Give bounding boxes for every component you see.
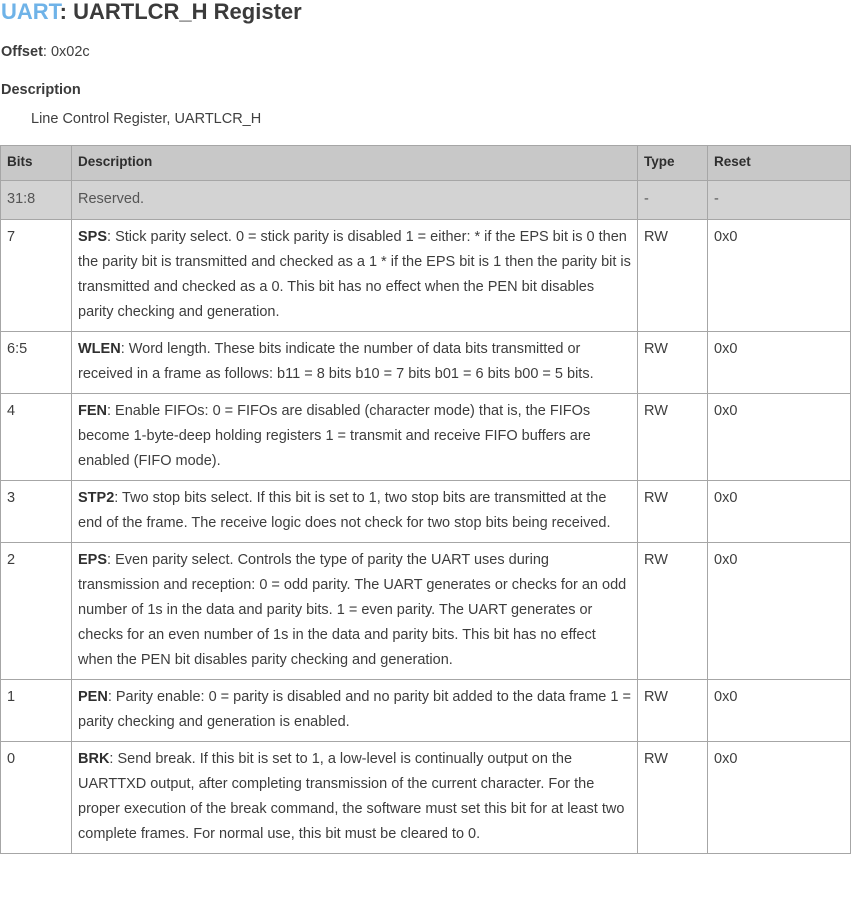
table-row: [1, 742, 851, 854]
uart-link[interactable]: UART: [1, 0, 60, 24]
table-row: [1, 680, 851, 742]
cell-description-text: : Send break. If this bit is set to 1, a low-level is continually output on the UARTTXD output, after completing transmission of the current character. For the proper execution of the break command, the software must set this bit for at least two complete frames. For normal use, this bit must be cleared to 0.: [78, 751, 625, 842]
cell-reset: 0x0: [708, 680, 851, 742]
cell-description-text: : Stick parity select. 0 = stick parity is disabled 1 = either: * if the EPS bit is 0 then the parity bit is transmitted and checked as a 1 * if the EPS bit is 1 then the parity bit is transmitted and checked as a 0. This bit has no effect when the PEN bit disables parity checking and generation.: [78, 229, 631, 320]
cell-description: [72, 181, 638, 220]
table-row: [1, 543, 851, 680]
table-header-row: [1, 146, 851, 181]
cell-description: [72, 481, 638, 543]
cell-description: [72, 394, 638, 481]
field-name: STP2: [78, 490, 115, 506]
page-title-text: : UARTLCR_H Register: [59, 0, 302, 24]
offset-value: : 0x02c: [42, 44, 90, 60]
register-bitfield-table: [0, 145, 851, 854]
cell-bits: 1: [1, 680, 72, 742]
cell-bits: 6:5: [1, 332, 72, 394]
cell-type: RW: [638, 394, 708, 481]
offset-line: [1, 42, 90, 62]
cell-description: [72, 332, 638, 394]
cell-bits: 4: [1, 394, 72, 481]
field-name: FEN: [78, 403, 107, 419]
field-name: PEN: [78, 689, 108, 705]
table-row: [1, 481, 851, 543]
table-row: [1, 332, 851, 394]
cell-description-text: : Enable FIFOs: 0 = FIFOs are disabled (character mode) that is, the FIFOs become 1-byte-deep holding registers 1 = transmit and receive FIFO buffers are enabled (FIFO mode).: [78, 403, 591, 469]
cell-reset: 0x0: [708, 220, 851, 332]
table-row: [1, 394, 851, 481]
cell-description-text: Reserved.: [78, 191, 145, 207]
offset-label: Offset: [1, 44, 43, 60]
cell-description-text: : Even parity select. Controls the type of parity the UART uses during transmission and reception: 0 = odd parity. The UART generates or checks for an odd number of 1s in the data and parity bits. 1 = even parity. The UART generates or checks for an even number of 1s in the data and parity bits. This bit has no effect when the PEN bit disables parity checking and generation.: [78, 552, 627, 668]
header-bits: Bits: [1, 146, 72, 181]
cell-type: RW: [638, 680, 708, 742]
cell-type: RW: [638, 220, 708, 332]
header-reset: Reset: [708, 146, 851, 181]
cell-bits: 2: [1, 543, 72, 680]
cell-reset: 0x0: [708, 332, 851, 394]
cell-reset: -: [708, 181, 851, 220]
cell-bits: 31:8: [1, 181, 72, 220]
cell-bits: 0: [1, 742, 72, 854]
cell-type: RW: [638, 742, 708, 854]
cell-description: [72, 680, 638, 742]
cell-description: [72, 220, 638, 332]
cell-reset: 0x0: [708, 481, 851, 543]
field-name: BRK: [78, 751, 110, 767]
cell-type: RW: [638, 543, 708, 680]
header-description: Description: [72, 146, 638, 181]
field-name: SPS: [78, 229, 108, 245]
cell-description-text: : Two stop bits select. If this bit is set to 1, two stop bits are transmitted at the end of the frame. The receive logic does not check for two stop bits being received.: [78, 490, 611, 531]
cell-bits: 7: [1, 220, 72, 332]
table-row: [1, 181, 851, 220]
field-name: WLEN: [78, 341, 121, 357]
cell-type: -: [638, 181, 708, 220]
cell-type: RW: [638, 332, 708, 394]
description-heading: Description: [1, 82, 81, 98]
cell-description: [72, 543, 638, 680]
description-text: Line Control Register, UARTLCR_H: [31, 111, 262, 127]
table-row: [1, 220, 851, 332]
cell-bits: 3: [1, 481, 72, 543]
header-type: Type: [638, 146, 708, 181]
cell-description: [72, 742, 638, 854]
cell-reset: 0x0: [708, 394, 851, 481]
cell-description-text: : Parity enable: 0 = parity is disabled and no parity bit added to the data frame 1 = parity checking and generation is enabled.: [78, 689, 631, 730]
cell-type: RW: [638, 481, 708, 543]
field-name: EPS: [78, 552, 108, 568]
cell-reset: 0x0: [708, 742, 851, 854]
page-title: [1, 0, 302, 26]
cell-description-text: : Word length. These bits indicate the number of data bits transmitted or received in a frame as follows: b11 = 8 bits b10 = 7 bits b01 = 6 bits b00 = 5 bits.: [78, 341, 594, 382]
cell-reset: 0x0: [708, 543, 851, 680]
